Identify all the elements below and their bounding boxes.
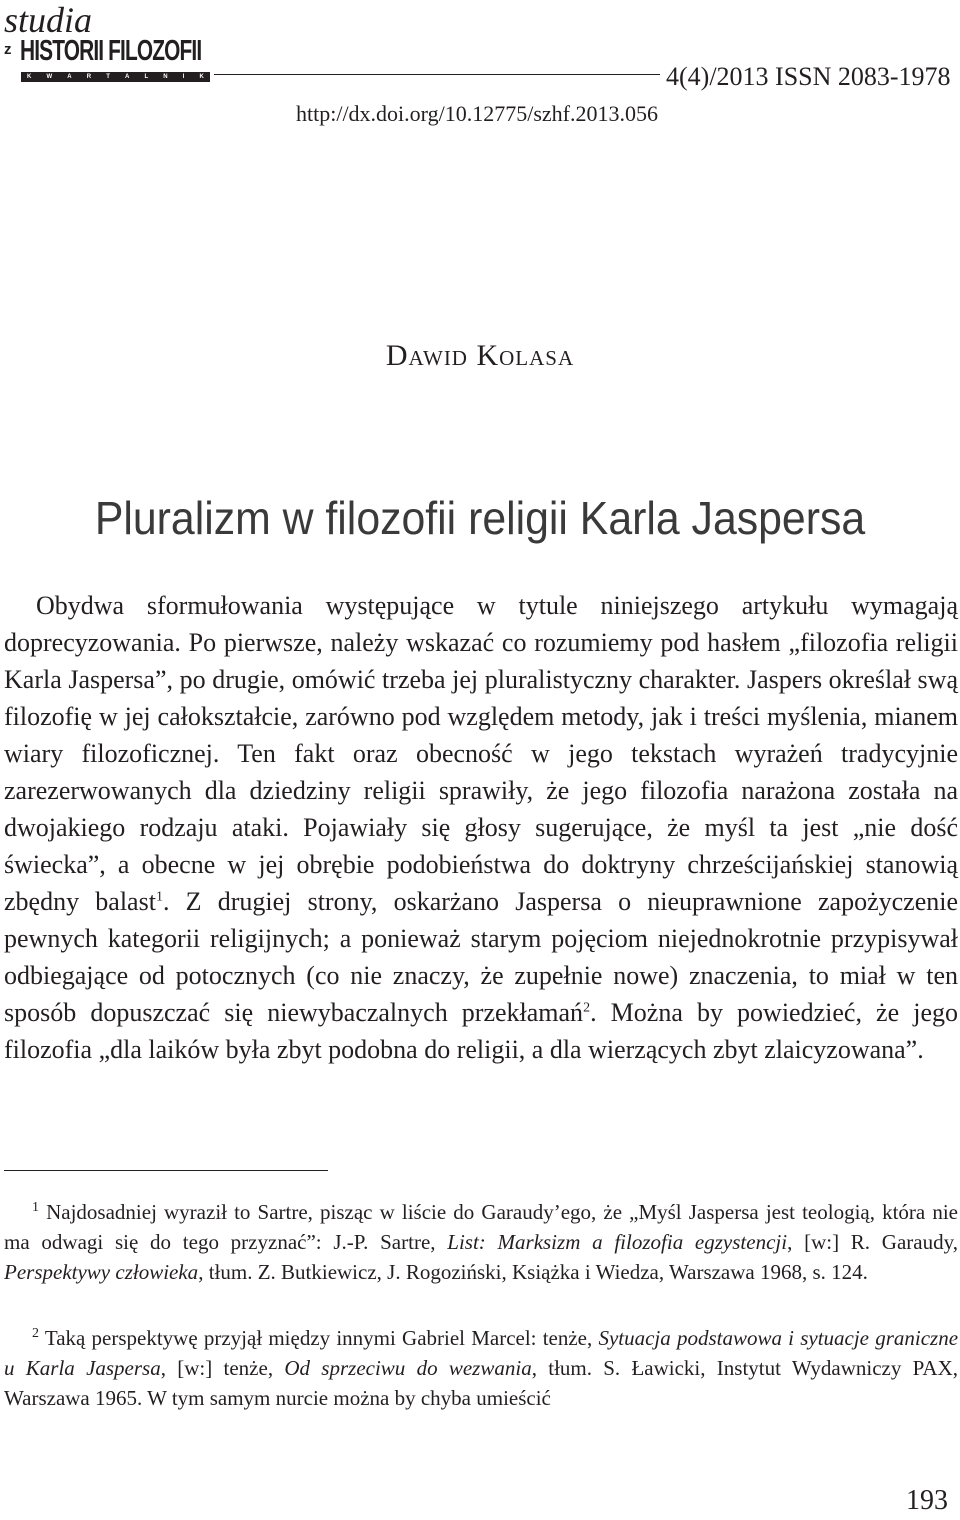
- logo-letter: I: [182, 74, 185, 80]
- footnote-1-text-a: Najdosadniej wyraził to Sartre, pisząc w liście do Garaudy’ego, że „Myśl Jaspersa jest teologią, która nie ma odwagi się do tego przyznać”: J.-P. Sartre,: [4, 1200, 958, 1254]
- logo-letter: A: [67, 74, 72, 80]
- body-text-c: . Można by powiedzieć, że jego filozofia „dla laików była zbyt podobna do religii, a dla wierzących zbyt zlaicyzowana”.: [4, 998, 958, 1064]
- body-text-b: . Z drugiej strony, oskarżano Jaspersa o nieuprawnione zapożyczenie pewnych kategorii religijnych; a ponieważ starym pojęciom niejednokrotnie przypisywał odbiegające od potocznych (co nie znaczy, że zupełnie nowe) znaczenia, to miał w ten sposób dopuszczać się niewybaczalnych przekłamań: [4, 887, 958, 1027]
- logo-studia: studia: [4, 0, 93, 40]
- author-name: Dawid Kolasa: [385, 339, 575, 372]
- footnote-ref-2[interactable]: 2: [583, 1000, 591, 1016]
- footnote-ref-1[interactable]: 1: [155, 889, 163, 905]
- logo-letter: T: [106, 74, 110, 80]
- logo-letter: K: [27, 74, 32, 80]
- footnote-2-text-c: , [w:] tenże,: [160, 1356, 285, 1380]
- footnote-1-title-b: Perspektywy człowieka: [4, 1260, 199, 1284]
- logo-letter: W: [46, 74, 53, 80]
- footnote-1-number: 1: [32, 1200, 39, 1215]
- logo-z: z: [4, 41, 12, 58]
- logo-letter: N: [163, 74, 168, 80]
- footnote-2-text-e: , tłum. S. Ławicki, Instytut Wydawniczy PAX, Warszawa 1965. W tym samym nurcie można by chyba umieścić: [4, 1356, 958, 1410]
- issue-info: 4(4)/2013 ISSN 2083-1978: [666, 62, 951, 91]
- article-title: Pluralizm w filozofii religii Karla Jaspersa: [94, 492, 866, 544]
- body-text-a: Obydwa sformułowania występujące w tytule niniejszego artykułu wymagają doprecyzowania. Po pierwsze, należy wskazać co rozumiemy pod hasłem „filozofia religii Karla Jaspersa”, po drugie, omówić trzeba jej pluralistyczny charakter. Jaspers określał swą filozofię w jej całokształcie, zarówno pod względem metody, jak i treści myślenia, mianem wiary filozoficznej. Ten fakt oraz obecność w jego tekstach wyrażeń tradycyjnie zarezerwowanych dla dziedziny religii sprawiły, że jego filozofia narażona została na dwojakiego rodzaju ataki. Pojawiały się głosy sugerujące, że myśl ta jest „nie dość świecka”, a obecne w jej obrębie podobieństwa do doktryny chrześcijańskiej stanowią zbędny balast: [4, 591, 958, 916]
- logo-letter: A: [125, 74, 130, 80]
- footnote-1-title-a: List: Marksizm a filozofia egzystencji: [447, 1230, 788, 1254]
- footnote-rule: [4, 1170, 328, 1171]
- footnote-1-text-c: , [w:] R. Garaudy,: [787, 1230, 958, 1254]
- header-rule: [214, 74, 660, 75]
- logo-kwartalnik-bar: [21, 72, 210, 82]
- footnote-2-title-b: Od sprzeciwu do wezwania: [284, 1356, 532, 1380]
- body-paragraph: [4, 587, 958, 1068]
- logo-historii-filozofii: HISTORII FILOZOFII: [20, 35, 202, 67]
- footnote-1-text-e: , tłum. Z. Butkiewicz, J. Rogoziński, Książka i Wiedza, Warszawa 1968, s. 124.: [198, 1260, 868, 1284]
- logo-letter: L: [144, 74, 149, 80]
- footnote-2-title-a: Sytuacja podstawowa i sytuacje graniczne u Karla Jaspersa: [4, 1326, 959, 1380]
- logo-letter: R: [86, 74, 92, 80]
- page-number: 193: [906, 1485, 948, 1516]
- footnote-1: [4, 1197, 958, 1287]
- footnote-2-text-a: Taką perspektywę przyjął między innymi Gabriel Marcel: tenże,: [44, 1326, 599, 1350]
- footnote-2: [4, 1323, 958, 1413]
- footnote-2-number: 2: [32, 1326, 39, 1341]
- logo-letter: K: [199, 74, 204, 80]
- doi-link[interactable]: http://dx.doi.org/10.12775/szhf.2013.056: [296, 101, 658, 126]
- journal-logo: [4, 2, 210, 94]
